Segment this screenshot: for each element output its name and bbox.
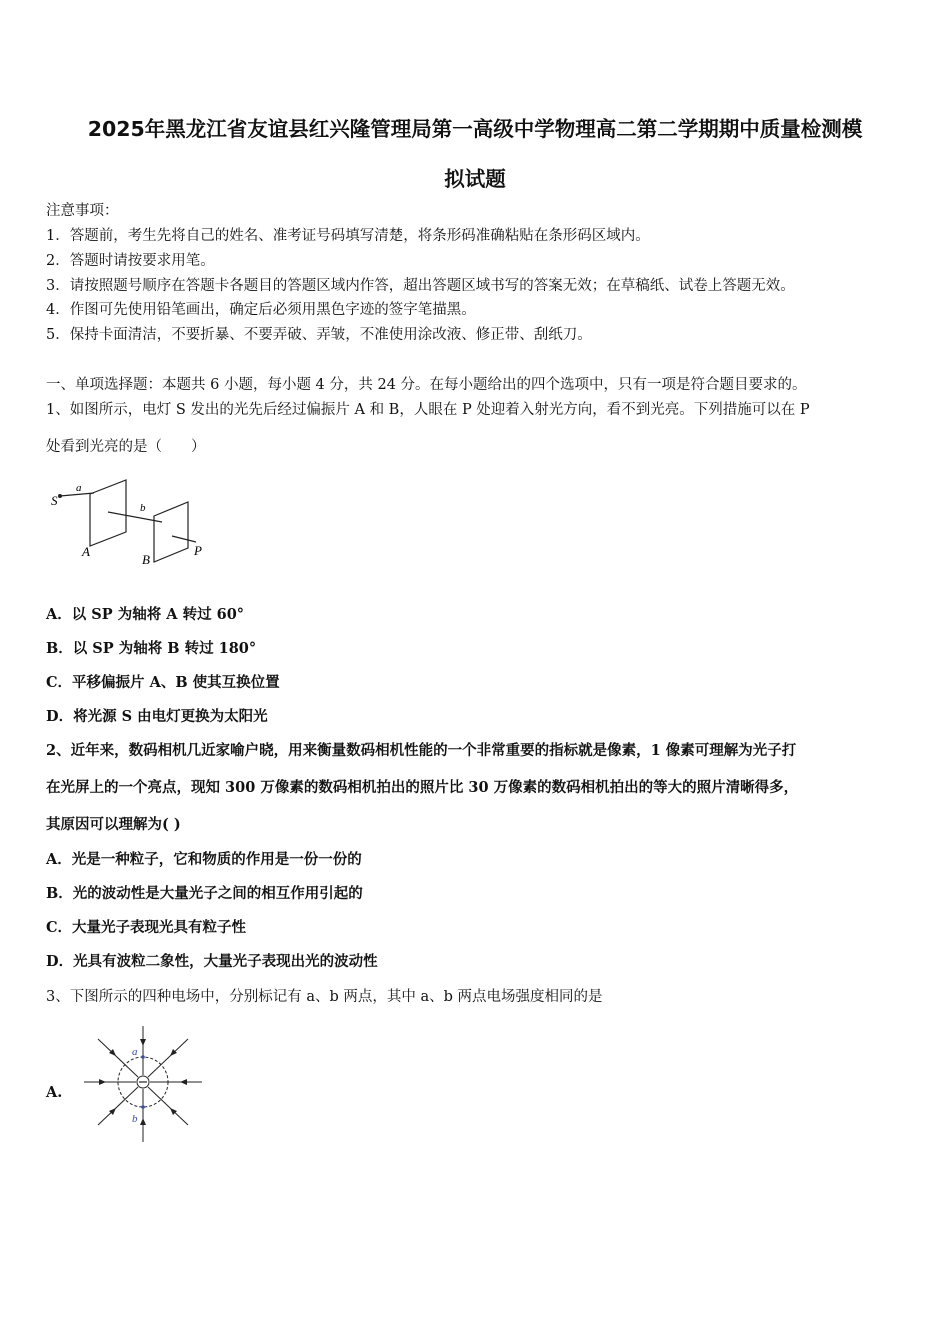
notice-item: 5．保持卡面清洁，不要折暴、不要弄破、弄皱，不准使用涂改液、修正带、刮纸刀。 xyxy=(46,327,592,343)
field-line xyxy=(148,1087,188,1125)
q2-stem-line1: 2、近年来，数码相机几近家喻户晓，用来衡量数码相机性能的一个非常重要的指标就是像素，1 像素可理解为光子打 xyxy=(46,742,797,759)
label-polarizer-a: A xyxy=(82,544,90,559)
q2-option-c: C．大量光子表现光具有粒子性 xyxy=(46,919,247,936)
notice-item: 3．请按照题号顺序在答题卡各题目的答题区域内作答，超出答题区域书写的答案无效；在草稿纸、试卷上答题无效。 xyxy=(46,278,795,294)
q1-polarizer-figure xyxy=(46,476,216,568)
ray-bp xyxy=(172,536,196,542)
point-a-dot xyxy=(141,1055,145,1059)
source-dot xyxy=(58,494,62,498)
page-title-line1: 2025年黑龙江省友谊县红兴隆管理局第一高级中学物理高二第二学期期中质量检测模 xyxy=(87,117,863,141)
field-line xyxy=(98,1039,138,1077)
label-b-small: b xyxy=(140,502,146,514)
arrowhead xyxy=(140,1118,146,1125)
polarizer-a xyxy=(90,480,126,546)
q1-option-b: B．以 SP 为轴将 B 转过 180° xyxy=(46,640,257,657)
q3-stem: 3、下图所示的四种电场中，分别标记有 a、b 两点，其中 a、b 两点电场强度相同的是 xyxy=(46,989,603,1005)
q1-option-c: C．平移偏振片 A、B 使其互换位置 xyxy=(46,674,280,691)
notice-heading: 注意事项： xyxy=(46,203,119,219)
arrowhead xyxy=(99,1079,106,1085)
q2-option-b: B．光的波动性是大量光子之间的相互作用引起的 xyxy=(46,885,363,902)
q2-stem-line3: 其原因可以理解为( ) xyxy=(46,816,181,833)
label-polarizer-b: B xyxy=(142,552,150,567)
label-a-small: a xyxy=(76,482,82,494)
label-point-b: b xyxy=(132,1113,138,1125)
arrowhead xyxy=(180,1079,187,1085)
q3-option-a-label: A. xyxy=(46,1084,63,1101)
point-b-dot xyxy=(141,1105,145,1109)
q1-stem-line2: 处看到光亮的是（ ） xyxy=(46,439,206,455)
q2-option-a: A．光是一种粒子，它和物质的作用是一份一份的 xyxy=(46,851,362,868)
q1-option-d: D．将光源 S 由电灯更换为太阳光 xyxy=(46,708,268,725)
q2-stem-line2: 在光屏上的一个亮点，现知 300 万像素的数码相机拍出的照片比 30 万像素的数码相机拍出的等大的照片清晰得多， xyxy=(46,779,799,796)
notice-item: 4．作图可先使用铅笔画出，确定后必须用黑色字迹的签字笔描黑。 xyxy=(46,302,476,318)
q3-field-figure-a xyxy=(80,1024,206,1146)
section-heading: 一、单项选择题：本题共 6 小题，每小题 4 分，共 24 分。在每小题给出的四个选项中，只有一项是符合题目要求的。 xyxy=(46,377,807,393)
page-title-line2: 拟试题 xyxy=(444,167,506,191)
notice-item: 1．答题前，考生先将自己的姓名、准考证号码填写清楚，将条形码准确粘贴在条形码区域内。 xyxy=(46,228,650,244)
q1-stem-line1: 1、如图所示，电灯 S 发出的光先后经过偏振片 A 和 B，人眼在 P 处迎着入射光方向，看不到光亮。下列措施可以在 P xyxy=(46,402,810,418)
arrowhead xyxy=(140,1039,146,1046)
label-p: P xyxy=(194,543,202,558)
label-point-a: a xyxy=(132,1046,138,1058)
polarizer-b xyxy=(154,502,188,562)
q1-option-a: A．以 SP 为轴将 A 转过 60° xyxy=(46,606,245,623)
field-line xyxy=(148,1039,188,1077)
q2-option-d: D．光具有波粒二象性，大量光子表现出光的波动性 xyxy=(46,953,378,970)
notice-item: 2．答题时请按要求用笔。 xyxy=(46,253,215,269)
label-s: S xyxy=(51,493,58,508)
